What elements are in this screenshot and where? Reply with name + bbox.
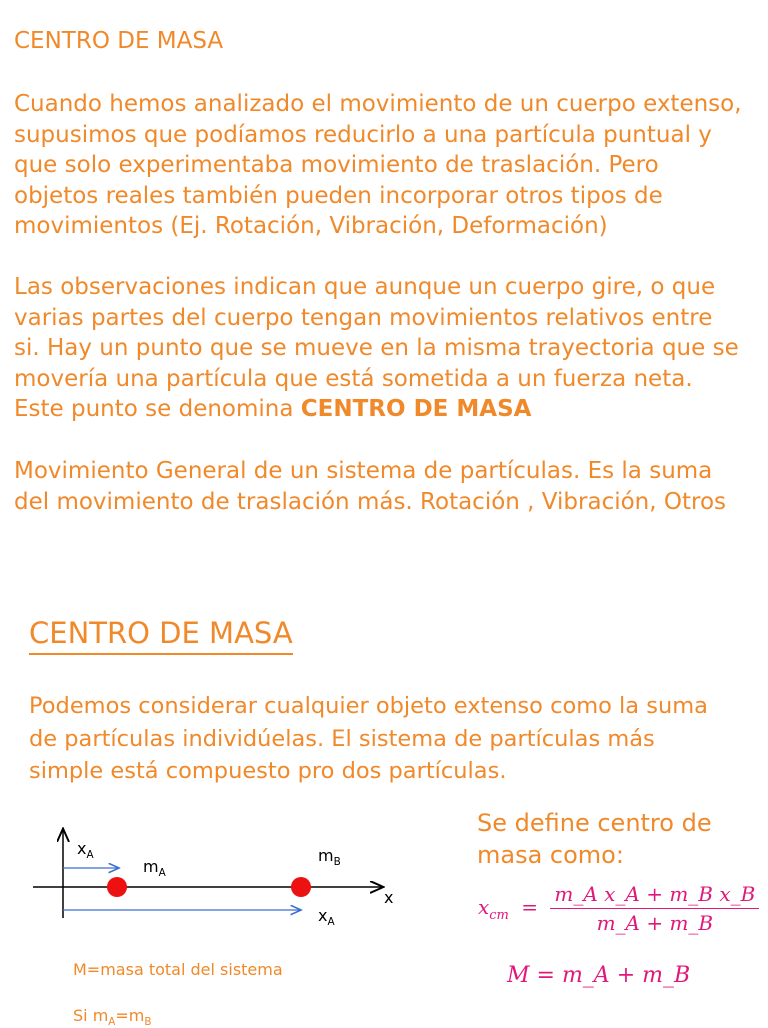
paragraph-line: que solo experimentaba movimiento de traslación. Pero	[14, 152, 659, 178]
text-span: Este punto se denomina	[14, 396, 301, 422]
label-text: m	[143, 857, 159, 876]
formula-equals: =	[521, 895, 539, 919]
paragraph-line: movimientos (Ej. Rotación, Vibración, Deformación)	[14, 213, 608, 239]
bold-term: CENTRO DE MASA	[300, 396, 532, 422]
formula-total-mass: M = m_A + m_B	[507, 963, 691, 988]
paragraph-line: de partículas individúelas. El sistema de partículas más	[29, 725, 655, 752]
label-sub: A	[327, 916, 335, 929]
two-particle-diagram	[0, 820, 420, 930]
paragraph-line: varias partes del cuerpo tengan movimientos relativos entre	[14, 304, 713, 331]
paragraph-observations	[14, 272, 744, 425]
formula-lhs	[478, 895, 509, 923]
paragraph-line: Movimiento General de un sistema de partículas. Es la suma	[14, 458, 713, 484]
formula-fraction	[550, 882, 759, 935]
note-text: =m	[115, 1006, 145, 1025]
paragraph-intro	[14, 89, 744, 242]
label-x-axis: x	[384, 888, 394, 907]
paragraph-line: Podemos considerar cualquier objeto extenso como la suma	[29, 693, 708, 719]
label-sub: B	[333, 856, 341, 869]
label-ma	[143, 857, 166, 879]
paragraph-line: Cuando hemos analizado el movimiento de un cuerpo extenso,	[14, 91, 742, 117]
slide1-title: CENTRO DE MASA	[14, 28, 224, 54]
particle-b	[291, 877, 311, 897]
note-text: Si m	[73, 1006, 109, 1025]
label-sub: A	[86, 849, 94, 862]
definition-line: Se define centro de	[477, 809, 712, 837]
paragraph-line: Las observaciones indican que aunque un cuerpo gire, o que	[14, 274, 716, 300]
particle-a	[107, 877, 127, 897]
paragraph-line: supusimos que podíamos reducirlo a una partícula puntual y	[14, 121, 712, 148]
definition-text	[477, 808, 712, 871]
paragraph-line	[14, 394, 744, 425]
paragraph-system	[29, 690, 739, 788]
label-text: x	[77, 839, 87, 858]
slide2-title: CENTRO DE MASA	[29, 614, 293, 655]
label-sub: A	[158, 867, 166, 880]
note-sub: B	[144, 1016, 152, 1028]
paragraph-line: objetos reales también pueden incorporar otros tipos de	[14, 182, 663, 209]
label-text: x	[318, 906, 328, 925]
paragraph-line: si. Hay un punto que se mueve en la misma trayectoria que se	[14, 335, 739, 361]
note-equal-masses	[73, 1006, 152, 1028]
label-text: m	[318, 846, 334, 865]
formula-denominator: m_A + m_B	[596, 911, 714, 935]
label-xa-bottom	[318, 906, 335, 928]
note-sub: A	[108, 1016, 116, 1028]
paragraph-line: simple está compuesto pro dos partículas.	[29, 758, 507, 784]
formula-var: x	[478, 895, 490, 919]
paragraph-line: movería una partícula que está sometida a un fuerza neta.	[14, 365, 693, 392]
formula-sub: cm	[489, 908, 509, 923]
paragraph-line: del movimiento de traslación más. Rotación , Vibración, Otros	[14, 488, 727, 515]
formula-center-of-mass	[478, 882, 759, 935]
definition-line: masa como:	[477, 840, 624, 869]
formula-numerator: m_A x_A + m_B x_B	[550, 882, 759, 909]
label-xa-top	[77, 839, 94, 861]
label-mb	[318, 846, 341, 868]
paragraph-general-motion	[14, 456, 744, 517]
note-total-mass: M=masa total del sistema	[73, 960, 283, 979]
